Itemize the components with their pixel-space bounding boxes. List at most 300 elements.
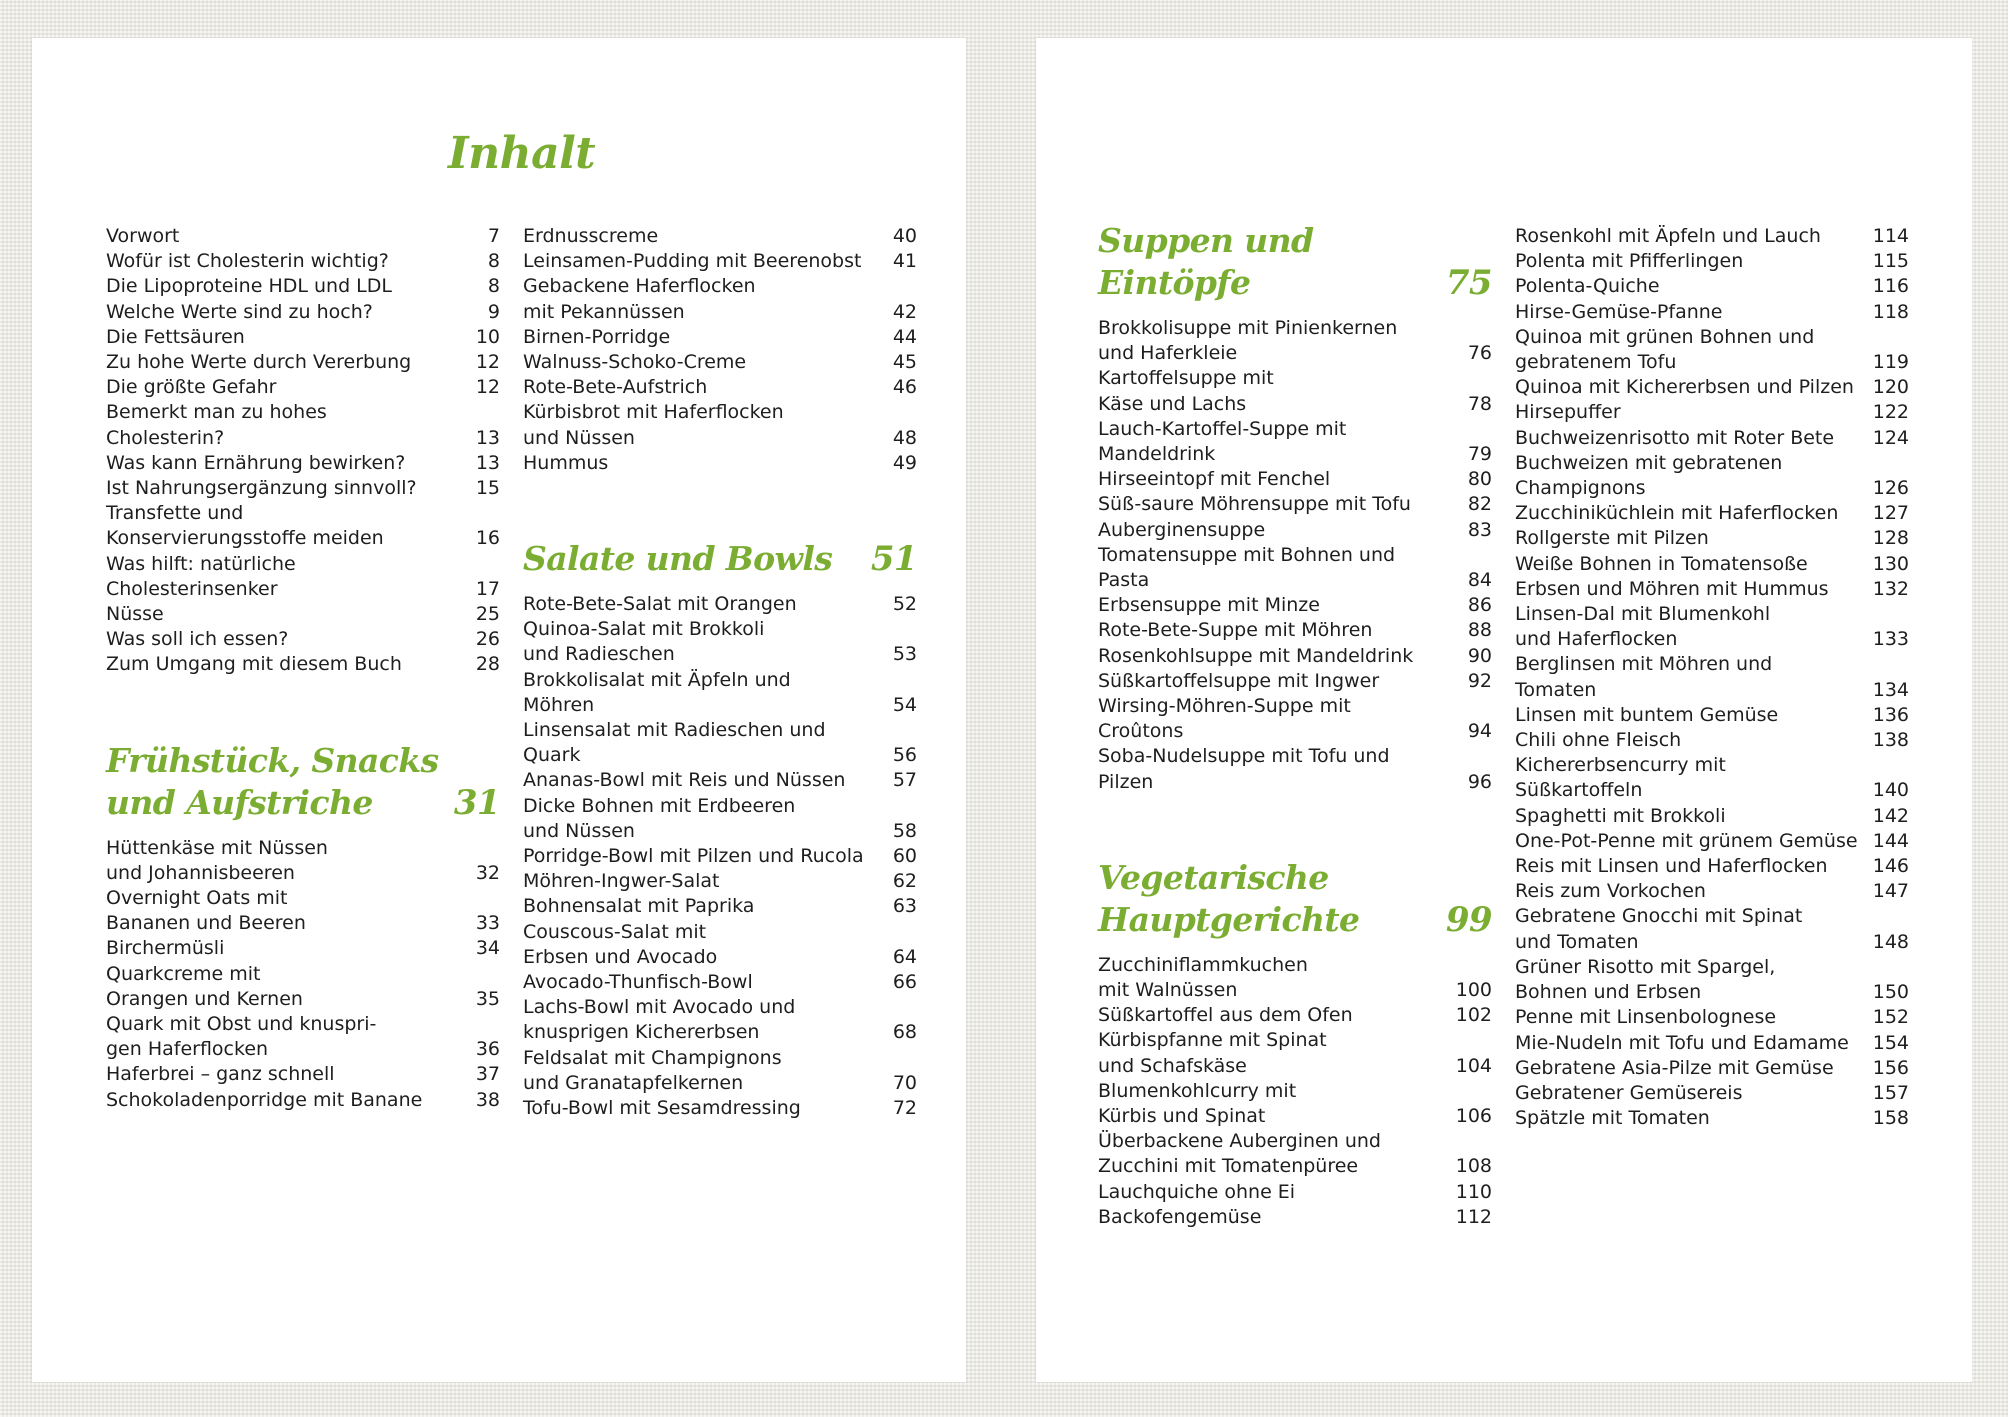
toc-entry-page: 26	[475, 628, 500, 651]
toc-entry[interactable]	[106, 350, 500, 375]
toc-entry-title: Weiße Bohnen in Tomatensoße	[1515, 552, 1808, 575]
toc-entry-title: Quark mit Obst und knuspri- gen Haferflocken	[106, 1013, 377, 1061]
toc-entry[interactable]	[1098, 1205, 1492, 1230]
toc-entry-title: Avocado-Thunfisch-Bowl	[523, 971, 753, 994]
toc-entry[interactable]	[1098, 417, 1492, 467]
toc-entry-page: 68	[892, 1021, 917, 1044]
toc-entry-page: 12	[475, 376, 500, 399]
toc-entry-page: 57	[892, 769, 917, 792]
toc-entry-page: 36	[475, 1038, 500, 1061]
toc-entry-page: 84	[1467, 569, 1492, 592]
toc-entry-page: 118	[1872, 300, 1909, 323]
toc-entry[interactable]	[1515, 728, 1909, 753]
toc-entry-title: Brokkolisuppe mit Pinienkernen und Haferkleie	[1098, 317, 1398, 365]
toc-entry-title: Hirseeintopf mit Fenchel	[1098, 468, 1331, 491]
toc-entry[interactable]	[106, 1088, 500, 1113]
toc-entry-title: Quinoa mit Kichererbsen und Pilzen	[1515, 376, 1854, 399]
toc-entry-page: 10	[475, 325, 500, 348]
toc-entry-page: 17	[475, 577, 500, 600]
toc-entry-title: Transfette und Konservierungsstoffe meiden	[106, 502, 384, 550]
toc-entry[interactable]	[1515, 602, 1909, 652]
section-heading	[1098, 220, 1492, 304]
toc-entry-page: 82	[1467, 493, 1492, 516]
toc-entry-page: 32	[475, 861, 500, 884]
toc-entry[interactable]	[1098, 492, 1492, 517]
toc-entry-page: 136	[1872, 703, 1909, 726]
toc-entry-page: 142	[1872, 804, 1909, 827]
toc-entry[interactable]	[106, 627, 500, 652]
section-title: Frühstück, Snacks und Aufstriche	[106, 740, 439, 822]
toc-entry-title: Penne mit Linsenbolognese	[1515, 1006, 1777, 1029]
toc-entry-title: Rote-Bete-Salat mit Orangen	[523, 593, 797, 616]
toc-entry-title: Walnuss-Schoko-Creme	[523, 351, 747, 374]
toc-entry-page: 133	[1872, 628, 1909, 651]
toc-entry[interactable]	[1515, 375, 1909, 400]
toc-entry-title: Erdnusscreme	[523, 225, 659, 247]
toc-entry-page: 119	[1872, 351, 1909, 374]
intro-list	[106, 224, 500, 678]
toc-entry[interactable]	[1098, 694, 1492, 744]
toc-entry[interactable]	[106, 602, 500, 627]
toc-entry-title: Wirsing-Möhren-Suppe mit Croûtons	[1098, 695, 1351, 743]
toc-entry-page: 146	[1872, 855, 1909, 878]
toc-entry-title: Quarkcreme mit Orangen und Kernen	[106, 962, 303, 1010]
toc-entry-title: Gebratene Gnocchi mit Spinat und Tomaten	[1515, 905, 1803, 953]
toc-entry-page: 34	[475, 937, 500, 960]
toc-entry[interactable]	[523, 920, 917, 970]
toc-entry[interactable]	[1515, 577, 1909, 602]
toc-entry[interactable]	[523, 718, 917, 768]
toc-entry[interactable]	[106, 325, 500, 350]
toc-entry-page: 13	[475, 451, 500, 474]
toc-entry-page: 72	[892, 1097, 917, 1120]
toc-entry[interactable]	[1515, 400, 1909, 425]
toc-entry-page: 9	[487, 300, 500, 323]
toc-entry-title: Was hilft: natürliche Cholesterinsenker	[106, 552, 296, 600]
toc-entry[interactable]	[106, 936, 500, 961]
toc-entry-page: 90	[1467, 644, 1492, 667]
toc-entry-title: Haferbrei – ganz schnell	[106, 1063, 335, 1086]
toc-entry-page: 158	[1872, 1107, 1909, 1130]
toc-entry[interactable]	[1098, 953, 1492, 1003]
toc-entry-title: Lauch-Kartoffel-Suppe mit Mandeldrink	[1098, 417, 1347, 466]
toc-entry[interactable]	[106, 249, 500, 274]
toc-entry-title: Möhren-Ingwer-Salat	[523, 870, 720, 893]
toc-entry-title: Ist Nahrungsergänzung sinnvoll?	[106, 477, 417, 500]
toc-entry-title: Berglinsen mit Möhren und Tomaten	[1515, 653, 1773, 701]
toc-entry-title: Was kann Ernährung bewirken?	[106, 451, 406, 474]
toc-entry-title: Zucchiniküchlein mit Haferflocken	[1515, 502, 1839, 525]
toc-entry-title: Welche Werte sind zu hoch?	[106, 300, 373, 323]
toc-entry[interactable]	[523, 869, 917, 894]
toc-entry[interactable]	[106, 1062, 500, 1087]
toc-entry-title: Birchermüsli	[106, 937, 225, 960]
toc-entry-page: 134	[1872, 678, 1909, 701]
toc-entry-page: 106	[1455, 1105, 1492, 1128]
toc-entry-title: Vorwort	[106, 225, 180, 247]
toc-entry[interactable]	[523, 668, 917, 718]
toc-entry-page: 25	[475, 603, 500, 626]
toc-entry-title: Zucchiniflammkuchen mit Walnüssen	[1098, 953, 1308, 1002]
toc-entry[interactable]	[523, 1046, 917, 1096]
toc-entry[interactable]	[106, 224, 500, 249]
toc-entry[interactable]	[523, 894, 917, 919]
toc-entry-page: 70	[892, 1071, 917, 1094]
section-fruehstueck	[106, 740, 500, 824]
toc-entry[interactable]	[1515, 652, 1909, 702]
toc-column-3	[1098, 220, 1492, 1230]
toc-entry-title: Spaghetti mit Brokkoli	[1515, 804, 1726, 827]
toc-entry[interactable]	[1515, 829, 1909, 854]
toc-entry[interactable]	[523, 400, 917, 450]
toc-entry-title: Auberginensuppe	[1098, 518, 1266, 541]
toc-entry[interactable]	[1098, 316, 1492, 366]
toc-entry-title: Spätzle mit Tomaten	[1515, 1107, 1710, 1130]
toc-column-2	[523, 224, 917, 1121]
toc-entry[interactable]	[523, 592, 917, 617]
toc-entry-title: Birnen-Porridge	[523, 325, 671, 348]
toc-entry-title: Die Lipoproteine HDL und LDL	[106, 275, 392, 298]
section-heading	[1098, 857, 1492, 941]
toc-entry-title: Die Fettsäuren	[106, 325, 245, 348]
toc-entry[interactable]	[523, 617, 917, 667]
toc-entry-title: Buchweizenrisotto mit Roter Bete	[1515, 426, 1835, 449]
toc-entry-page: 115	[1872, 250, 1909, 273]
toc-entry[interactable]	[1098, 669, 1492, 694]
toc-entry-page: 8	[487, 250, 500, 273]
toc-entry-title: Kartoffelsuppe mit Käse und Lachs	[1098, 367, 1274, 415]
toc-entry-title: Bemerkt man zu hohes Cholesterin?	[106, 401, 327, 449]
toc-entry[interactable]	[106, 476, 500, 501]
toc-entry-title: Porridge-Bowl mit Pilzen und Rucola	[523, 845, 864, 868]
toc-entry-title: Hirse-Gemüse-Pfanne	[1515, 300, 1723, 323]
toc-entry-page: 28	[475, 653, 500, 676]
toc-entry-page: 46	[892, 376, 917, 399]
toc-entry[interactable]	[523, 794, 917, 844]
toc-entry-title: Die größte Gefahr	[106, 376, 277, 399]
toc-entry-title: Hummus	[523, 451, 609, 474]
toc-entry-page: 144	[1872, 829, 1909, 852]
toc-entry[interactable]	[523, 350, 917, 375]
toc-entry-title: Quinoa-Salat mit Brokkoli und Radieschen	[523, 618, 765, 666]
toc-entry[interactable]	[1515, 854, 1909, 879]
toc-entry-title: Süßkartoffel aus dem Ofen	[1098, 1004, 1353, 1027]
toc-entry-title: Rosenkohl mit Äpfeln und Lauch	[1515, 225, 1821, 247]
toc-entry-page: 54	[892, 693, 917, 716]
section-page: 99	[1445, 899, 1492, 940]
toc-entry-page: 150	[1872, 981, 1909, 1004]
toc-entry-page: 78	[1467, 392, 1492, 415]
toc-entry[interactable]	[1515, 325, 1909, 375]
toc-entry-page: 86	[1467, 594, 1492, 617]
toc-entry-page: 152	[1872, 1006, 1909, 1029]
toc-entry-page: 108	[1455, 1155, 1492, 1178]
toc-entry[interactable]	[1515, 552, 1909, 577]
toc-entry-page: 33	[475, 912, 500, 935]
toc-entry[interactable]	[106, 652, 500, 677]
toc-entry[interactable]	[523, 224, 917, 249]
toc-entry-page: 112	[1455, 1205, 1492, 1228]
toc-entry[interactable]	[523, 325, 917, 350]
toc-entry-title: Lauchquiche ohne Ei	[1098, 1180, 1296, 1203]
toc-entry[interactable]	[1098, 1129, 1492, 1179]
toc-entry-title: Erbsensuppe mit Minze	[1098, 594, 1320, 617]
toc-entry-title: Mie-Nudeln mit Tofu und Edamame	[1515, 1031, 1849, 1054]
toc-entry-page: 120	[1872, 376, 1909, 399]
toc-entry[interactable]	[1515, 1031, 1909, 1056]
toc-entry-page: 37	[475, 1063, 500, 1086]
toc-entry-title: Feldsalat mit Champignons und Granatapfelkernen	[523, 1046, 782, 1094]
toc-entry[interactable]	[106, 886, 500, 936]
toc-entry[interactable]	[1515, 1056, 1909, 1081]
toc-entry-page: 127	[1872, 502, 1909, 525]
toc-entry[interactable]	[106, 375, 500, 400]
toc-entry-page: 35	[475, 987, 500, 1010]
toc-entry[interactable]	[1098, 543, 1492, 593]
toc-entry-title: Gebackene Haferflocken mit Pekannüssen	[523, 275, 756, 323]
toc-entry-title: Leinsamen-Pudding mit Beerenobst	[523, 250, 862, 273]
toc-entry[interactable]	[523, 844, 917, 869]
toc-entry-title: Rote-Bete-Aufstrich	[523, 376, 708, 399]
toc-entry[interactable]	[1515, 1005, 1909, 1030]
toc-entry-page: 40	[892, 225, 917, 247]
toc-entry-page: 92	[1467, 669, 1492, 692]
toc-entry-title: Gebratener Gemüsereis	[1515, 1081, 1743, 1104]
toc-entry[interactable]	[1515, 274, 1909, 299]
toc-entry[interactable]	[1515, 426, 1909, 451]
toc-entry[interactable]	[523, 1096, 917, 1121]
fruehstueck-cont-list	[523, 224, 917, 476]
toc-entry-page: 132	[1872, 577, 1909, 600]
toc-entry-page: 128	[1872, 527, 1909, 550]
toc-entry-title: Nüsse	[106, 603, 164, 626]
toc-entry-title: Lachs-Bowl mit Avocado und knusprigen Kichererbsen	[523, 996, 796, 1044]
toc-entry[interactable]	[523, 249, 917, 274]
toc-entry-page: 16	[475, 527, 500, 550]
toc-entry[interactable]	[1515, 955, 1909, 1005]
toc-entry-title: One-Pot-Penne mit grünem Gemüse	[1515, 829, 1858, 852]
section-vegetarisch	[1098, 857, 1492, 941]
toc-column-1	[106, 224, 500, 1113]
toc-entry-page: 83	[1467, 518, 1492, 541]
toc-entry-title: Reis mit Linsen und Haferflocken	[1515, 855, 1828, 878]
toc-entry-title: Rosenkohlsuppe mit Mandeldrink	[1098, 644, 1414, 667]
toc-entry-title: Kichererbsencurry mit Süßkartoffeln	[1515, 754, 1726, 802]
toc-entry-page: 126	[1872, 477, 1909, 500]
toc-entry-page: 45	[892, 351, 917, 374]
toc-entry[interactable]	[1098, 366, 1492, 416]
fruehstueck-list	[106, 836, 500, 1113]
section-salate	[523, 538, 917, 580]
toc-entry[interactable]	[1098, 1003, 1492, 1028]
toc-entry[interactable]	[1515, 703, 1909, 728]
section-heading	[523, 538, 917, 580]
toc-entry-title: Polenta-Quiche	[1515, 275, 1660, 298]
vegetarisch-list	[1098, 953, 1492, 1230]
toc-entry-title: Linsen-Dal mit Blumenkohl und Haferflocken	[1515, 603, 1771, 651]
toc-entry-title: Quinoa mit grünen Bohnen und gebratenem Tofu	[1515, 325, 1815, 374]
toc-entry-page: 76	[1467, 342, 1492, 365]
toc-entry-title: Rollgerste mit Pilzen	[1515, 527, 1709, 550]
toc-entry[interactable]	[1098, 644, 1492, 669]
toc-entry-page: 100	[1455, 979, 1492, 1002]
toc-entry-page: 13	[475, 426, 500, 449]
toc-entry-page: 58	[892, 819, 917, 842]
toc-entry[interactable]	[1515, 224, 1909, 249]
toc-entry-title: Polenta mit Pfifferlingen	[1515, 250, 1744, 273]
toc-entry[interactable]	[1098, 467, 1492, 492]
section-title: Salate und Bowls	[523, 539, 833, 579]
section-page: 51	[870, 539, 917, 580]
toc-entry-page: 116	[1872, 275, 1909, 298]
toc-entry-title: Overnight Oats mit Bananen und Beeren	[106, 887, 306, 935]
toc-entry[interactable]	[106, 274, 500, 299]
toc-entry[interactable]	[1515, 451, 1909, 501]
toc-entry[interactable]	[106, 836, 500, 886]
toc-entry-page: 44	[892, 325, 917, 348]
toc-entry-title: Schokoladenporridge mit Banane	[106, 1088, 423, 1111]
toc-entry-title: Tomatensuppe mit Bohnen und Pasta	[1098, 543, 1396, 592]
toc-entry-page: 130	[1872, 552, 1909, 575]
toc-entry[interactable]	[523, 995, 917, 1045]
toc-entry[interactable]	[1515, 300, 1909, 325]
toc-entry-page: 8	[487, 275, 500, 298]
toc-entry-page: 41	[892, 250, 917, 273]
toc-entry[interactable]	[1098, 593, 1492, 618]
toc-entry-page: 53	[892, 643, 917, 666]
toc-entry-page: 147	[1872, 880, 1909, 903]
toc-entry-page: 154	[1872, 1031, 1909, 1054]
toc-entry[interactable]	[1515, 753, 1909, 803]
toc-entry-page: 138	[1872, 729, 1909, 752]
toc-entry-title: Tofu-Bowl mit Sesamdressing	[523, 1097, 801, 1120]
toc-entry-page: 42	[892, 300, 917, 323]
toc-entry-page: 88	[1467, 619, 1492, 642]
toc-entry-title: Bohnensalat mit Paprika	[523, 895, 755, 918]
toc-entry[interactable]	[1515, 804, 1909, 829]
toc-entry-title: Zum Umgang mit diesem Buch	[106, 653, 402, 676]
toc-entry-page: 63	[892, 895, 917, 918]
section-page: 31	[453, 782, 500, 823]
toc-entry[interactable]	[1515, 904, 1909, 954]
toc-entry[interactable]	[1098, 518, 1492, 543]
toc-entry-page: 156	[1872, 1056, 1909, 1079]
toc-entry[interactable]	[523, 970, 917, 995]
vegetarisch-cont-list	[1515, 224, 1909, 1131]
toc-entry[interactable]	[1098, 1180, 1492, 1205]
toc-entry-page: 12	[475, 351, 500, 374]
toc-entry-page: 52	[892, 593, 917, 616]
toc-entry-title: Grüner Risotto mit Spargel, Bohnen und Erbsen	[1515, 955, 1776, 1004]
toc-entry[interactable]	[523, 274, 917, 324]
toc-entry[interactable]	[106, 451, 500, 476]
toc-entry-page: 48	[892, 426, 917, 449]
toc-entry-title: Chili ohne Fleisch	[1515, 729, 1682, 752]
toc-entry[interactable]	[1515, 1106, 1909, 1131]
salate-list	[523, 592, 917, 1121]
toc-entry-title: Gebratene Asia-Pilze mit Gemüse	[1515, 1056, 1834, 1079]
toc-title: Inhalt	[448, 128, 596, 179]
toc-entry-page: 124	[1872, 426, 1909, 449]
toc-entry[interactable]	[106, 300, 500, 325]
toc-entry-page: 102	[1455, 1004, 1492, 1027]
toc-entry-page: 62	[892, 870, 917, 893]
toc-entry[interactable]	[1515, 249, 1909, 274]
toc-entry-title: Süßkartoffelsuppe mit Ingwer	[1098, 669, 1380, 692]
toc-entry-title: Linsensalat mit Radieschen und Quark	[523, 719, 826, 767]
toc-entry-page: 157	[1872, 1081, 1909, 1104]
section-suppen	[1098, 220, 1492, 304]
toc-entry-title: Dicke Bohnen mit Erdbeeren und Nüssen	[523, 794, 796, 842]
toc-entry[interactable]	[1098, 744, 1492, 794]
toc-entry-page: 64	[892, 945, 917, 968]
toc-entry[interactable]	[106, 501, 500, 551]
toc-entry-title: Wofür ist Cholesterin wichtig?	[106, 250, 389, 273]
toc-entry-page: 122	[1872, 401, 1909, 424]
section-page: 75	[1445, 263, 1492, 303]
toc-entry-page: 38	[475, 1088, 500, 1111]
section-heading	[106, 740, 500, 824]
toc-entry-page: 60	[892, 845, 917, 868]
toc-entry-page: 94	[1467, 720, 1492, 743]
toc-entry-page: 7	[487, 225, 500, 247]
section-title: Vegetarische Hauptgerichte	[1098, 857, 1360, 939]
toc-entry-title: Soba-Nudelsuppe mit Tofu und Pilzen	[1098, 745, 1390, 793]
toc-entry-title: Blumenkohlcurry mit Kürbis und Spinat	[1098, 1079, 1297, 1128]
toc-entry-title: Zu hohe Werte durch Vererbung	[106, 351, 412, 374]
toc-entry[interactable]	[1515, 526, 1909, 551]
toc-entry[interactable]	[106, 1012, 500, 1062]
toc-entry-page: 79	[1467, 443, 1492, 466]
toc-entry-title: Couscous-Salat mit Erbsen und Avocado	[523, 920, 718, 968]
toc-entry-title: Hüttenkäse mit Nüssen und Johannisbeeren	[106, 836, 328, 884]
toc-entry-page: 148	[1872, 930, 1909, 953]
toc-entry-title: Buchweizen mit gebratenen Champignons	[1515, 451, 1783, 500]
toc-entry[interactable]	[1515, 1081, 1909, 1106]
toc-entry[interactable]	[1515, 501, 1909, 526]
toc-entry[interactable]	[523, 451, 917, 476]
toc-entry[interactable]	[1098, 1079, 1492, 1129]
toc-entry-title: Was soll ich essen?	[106, 628, 289, 651]
toc-column-4	[1515, 224, 1909, 1131]
toc-entry-title: Backofengemüse	[1098, 1205, 1262, 1228]
toc-entry-page: 104	[1455, 1054, 1492, 1077]
toc-entry-page: 66	[892, 971, 917, 994]
section-title: Suppen und Eintöpfe	[1098, 221, 1314, 302]
toc-entry[interactable]	[1098, 1028, 1492, 1078]
toc-entry-title: Überbackene Auberginen und Zucchini mit Tomatenpüree	[1098, 1130, 1381, 1178]
toc-entry-title: Brokkolisalat mit Äpfeln und Möhren	[523, 668, 791, 716]
toc-entry-title: Hirsepuffer	[1515, 401, 1621, 424]
toc-entry-page: 56	[892, 744, 917, 767]
toc-entry-page: 110	[1455, 1180, 1492, 1203]
toc-entry-title: Rote-Bete-Suppe mit Möhren	[1098, 619, 1373, 642]
toc-entry[interactable]	[106, 552, 500, 602]
toc-entry-title: Kürbisbrot mit Haferflocken und Nüssen	[523, 401, 784, 449]
toc-entry-title: Linsen mit buntem Gemüse	[1515, 703, 1779, 726]
toc-entry[interactable]	[106, 400, 500, 450]
toc-entry[interactable]	[106, 962, 500, 1012]
toc-entry[interactable]	[1515, 879, 1909, 904]
toc-entry[interactable]	[523, 768, 917, 793]
suppen-list	[1098, 316, 1492, 795]
toc-entry-title: Kürbispfanne mit Spinat und Schafskäse	[1098, 1029, 1327, 1077]
toc-entry-page: 96	[1467, 770, 1492, 793]
toc-entry-page: 49	[892, 451, 917, 474]
toc-entry[interactable]	[523, 375, 917, 400]
toc-entry[interactable]	[1098, 618, 1492, 643]
toc-entry-page: 80	[1467, 468, 1492, 491]
